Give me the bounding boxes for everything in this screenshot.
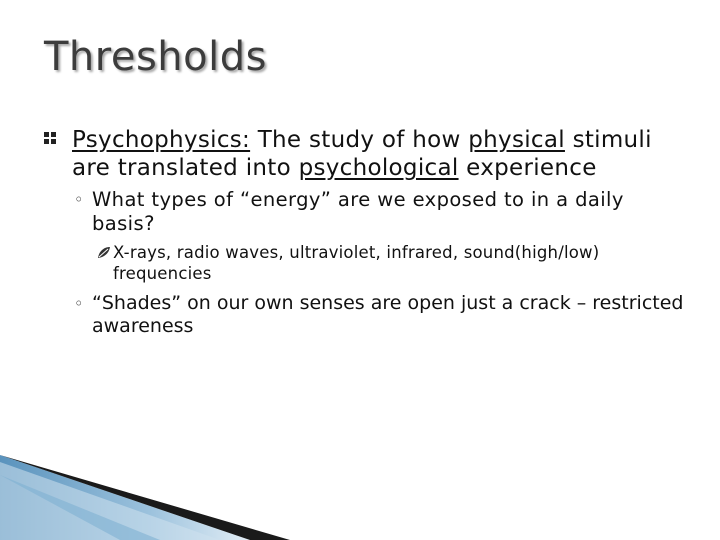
sub-bullet-energy-text: What types of “energy” are we exposed to in a daily basis? xyxy=(92,188,624,235)
bullet1-text-a: The study of how xyxy=(250,127,469,153)
term-physical: physical xyxy=(468,127,565,153)
slide-title: Thresholds xyxy=(44,34,267,80)
ring-bullet-icon: ◦ xyxy=(74,294,84,313)
sub-sub-bullet-xrays-text: X-rays, radio waves, ultraviolet, infrared, sound(high/low) frequencies xyxy=(113,243,600,283)
ring-bullet-icon: ◦ xyxy=(74,190,84,209)
term-psychophysics: Psychophysics: xyxy=(72,127,251,153)
bullet1-text-c: experience xyxy=(458,155,597,181)
sub-bullet-shades-text: “Shades” on our own senses are open just a crack – restricted awareness xyxy=(92,292,684,337)
bullet1-text-b: stimuli are translated into xyxy=(72,127,652,181)
term-psychological: psychological xyxy=(298,155,459,181)
